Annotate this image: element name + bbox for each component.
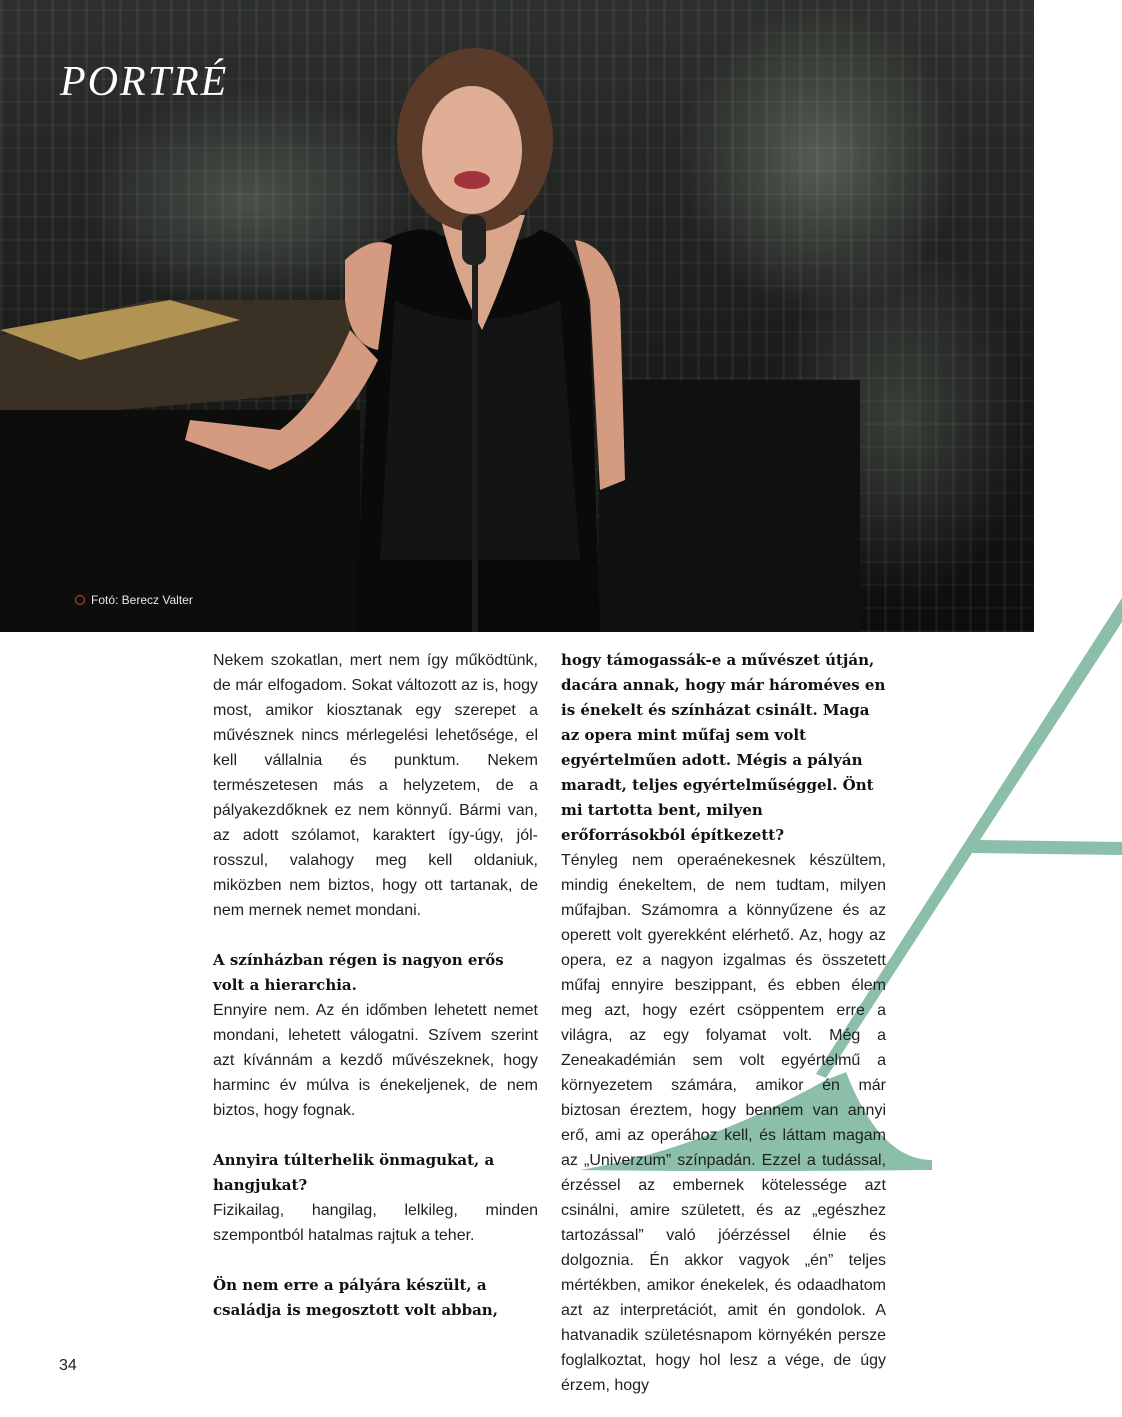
interview-question: A színházban régen is nagyon erős volt a hierarchia. bbox=[213, 951, 504, 994]
interview-answer: Ennyire nem. Az én időmben lehetett nemet mondani, lehetett válogatni. Szívem szerint azt kívánnám a kezdő művészeknek, hogy harminc év múlva is énekeljenek, de nem biztos, hogy fognak. bbox=[213, 1002, 538, 1119]
page-number: 34 bbox=[59, 1357, 77, 1374]
photo-credit-text: Fotó: Berecz Valter bbox=[91, 593, 193, 607]
interview-question: Annyira túlterhelik önmagukat, a hangjukat? bbox=[213, 1151, 495, 1194]
interview-question: Ön nem erre a pályára készült, a családja is megosztott volt abban, bbox=[213, 1276, 498, 1319]
article-paragraph: Nekem szokatlan, mert nem így működtünk, de már elfogadom. Sokat változott az is, hogy most, amikor kiosztanak egy szerepet a művésznek nincs mérlegelési lehetősége, el kell vállalnia és punktum. Nekem természetesen más a helyzetem, de a pályakezdőknek ez nem könnyű. Bármi van, az adott szólamot, karaktert így-úgy, jól-rosszul, valahogy meg kell oldaniuk, miközben nem biztos, hogy ott tartanak, de nem mernek nemet mondani. bbox=[213, 652, 538, 919]
interview-answer: Tényleg nem operaénekesnek készültem, mindig énekeltem, de nem tudtam, milyen műfajban. Számomra a könnyűzene és az operett volt gyerekként elérhető. Az, hogy az opera, ez a nagyon izgalmas és összetett műfaj ennyire beszippant, és ebben élem meg azt, hogy ezért csöppentem erre a világra, az egy folyamat volt. Még a Zeneakadémián sem volt egyértelmű a környezetem számára, amikor én már biztosan éreztem, hogy bennem van annyi erő, ami az operához kell, és láttam magam az „Univerzum” színpadán. Ezzel a tudással, érzéssel az embernek kötelessége azt csinálni, amire született, és az „egészhez tartozással” való jóérzéssel élnie és dolgoznia. Én akkor vagyok „én” teljes mértékben, amikor énekelek, és odaadhatom azt az interpretációt, amit én gondolok. A hatvanadik születésnapom környékén persze foglalkoztat, hogy hol lesz a vége, de úgy érzem, hogy bbox=[561, 852, 886, 1394]
section-title: PORTRÉ bbox=[60, 59, 229, 105]
article-right-column bbox=[561, 648, 886, 1398]
article-left-column bbox=[213, 648, 538, 1323]
interview-question-continued: hogy támogassák-e a művészet útján, dacára annak, hogy már hároméves en is énekelt és színházat csinált. Maga az opera mint műfaj sem volt egyértelműen adott. Mégis a pályán maradt, teljes egyértelműséggel. Önt mi tartotta bent, milyen erőforrásokból építkezett? bbox=[561, 651, 886, 844]
interview-answer: Fizikailag, hangilag, lelkileg, minden szempontból hatalmas rajtuk a teher. bbox=[213, 1202, 538, 1244]
